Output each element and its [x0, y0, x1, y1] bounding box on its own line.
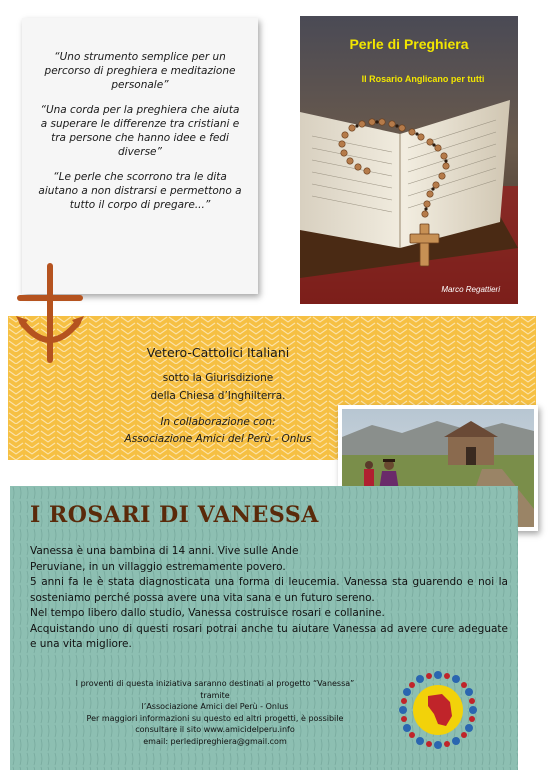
footer-line-1: I proventi di questa iniziativa saranno destinati al progetto “Vanessa”: [75, 679, 355, 688]
band-title: Vetero-Cattolici Italiani: [146, 345, 290, 360]
rosari-paragraph: Acquistando uno di questi rosari potrai anche tu aiutare Vanessa ad avere cure adeguate e una vita migliore.: [30, 622, 508, 650]
footer-info: [50, 678, 380, 747]
book-cover-image: [300, 16, 518, 304]
quote-card: [22, 18, 258, 294]
footer-line-4: Per maggiori informazioni su questo ed altri progetti, è possibile: [86, 713, 344, 723]
rosari-paragraph: Nel tempo libero dallo studio, Vanessa costruisce rosari e collanine.: [30, 607, 385, 619]
rosari-paragraph: 5 anni fa le è stata diagnosticata una forma di leucemia. Vanessa sta guarendo e noi la sosteniamo perché possa avere una vita sana e un futuro sereno.: [30, 576, 508, 604]
footer-line-2: tramite: [200, 690, 230, 700]
book-subtitle: Il Rosario Anglicano per tutti: [361, 74, 485, 84]
association-logo-icon: [394, 666, 482, 754]
quote-2: “Una corda per la preghiera che aiuta a superare le differenze tra cristiani e tra persone che hanno idee e fedi diverse”: [40, 104, 240, 158]
quote-3: “Le perle che scorrono tra le dita aiutano a non distrarsi e permettono a tutto il corpo di pregare...”: [38, 171, 242, 211]
anchor-cross-icon: [14, 262, 86, 366]
footer-email: email: perledipreghiera@gmail.com: [143, 736, 287, 746]
band-line-2: della Chiesa d’Inghilterra.: [150, 390, 286, 402]
rosari-title: I ROSARI DI VANESSA: [30, 502, 319, 528]
rosari-body: [30, 544, 508, 653]
footer-line-5: consultare il sito www.amicidelperu.info: [135, 725, 295, 734]
band-line-1: sotto la Giurisdizione: [162, 372, 274, 384]
book-author: Marco Regattieri: [441, 285, 500, 294]
quote-1: “Uno strumento semplice per un percorso di preghiera e meditazione personale”: [44, 51, 236, 91]
collab-name: Associazione Amici del Perù - Onlus: [124, 433, 312, 445]
rosari-paragraph: Vanessa è una bambina di 14 anni. Vive sulle Ande: [30, 545, 299, 557]
footer-line-3: l’Associazione Amici del Perù - Onlus: [141, 702, 289, 711]
book-cover: [300, 16, 518, 304]
book-title: Perle di Preghiera: [349, 36, 469, 52]
rosari-card: [10, 486, 518, 770]
collab-label: In collaborazione con:: [160, 416, 276, 428]
rosari-paragraph: Peruviane, in un villaggio estremamente povero.: [30, 560, 286, 573]
